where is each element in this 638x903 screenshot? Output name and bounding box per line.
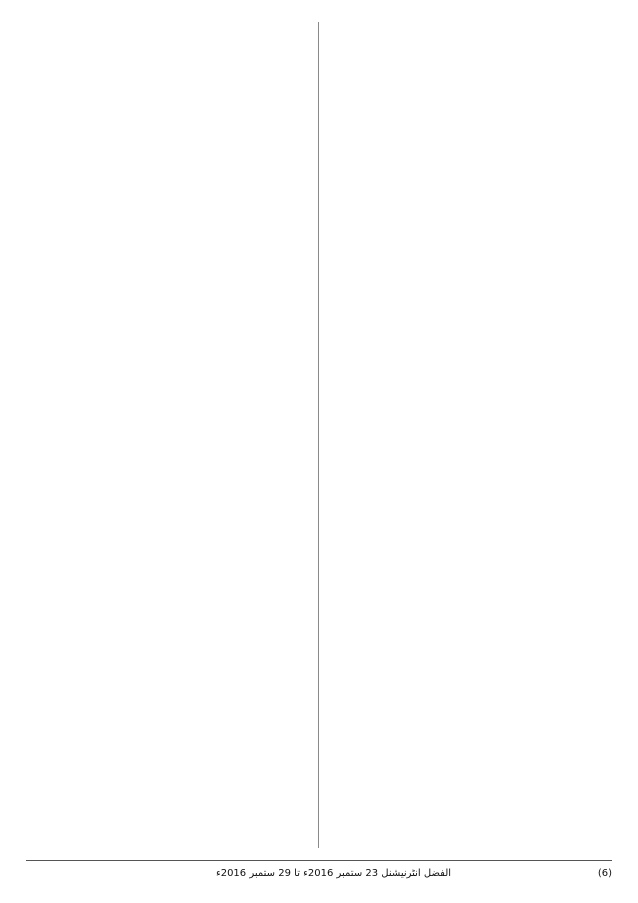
right-column	[330, 20, 612, 850]
newspaper-page	[26, 20, 612, 850]
column-divider	[318, 22, 319, 848]
issue-date-line: الفضل انٹرنیشنل 23 ستمبر 2016ء تا 29 ستمبر 2016ء	[216, 868, 452, 879]
page-footer	[26, 866, 612, 886]
left-column	[26, 20, 308, 850]
page-number: (6)	[597, 868, 612, 879]
footer-divider	[26, 860, 612, 861]
